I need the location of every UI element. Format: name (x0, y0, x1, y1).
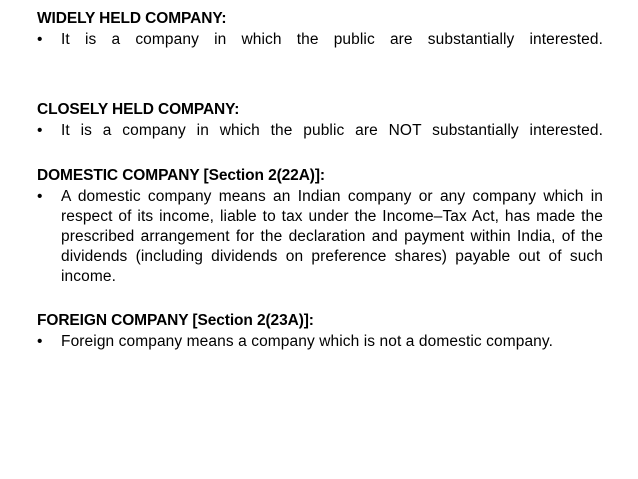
bullet-text: It is a company in which the public are NOT substantially interested. (61, 122, 603, 139)
section-closely-held (37, 99, 603, 141)
bullet-text: It is a company in which the public are substantially interested. (61, 31, 603, 48)
section-widely-held (37, 8, 603, 50)
slide-content (37, 0, 603, 479)
bullet-text: Foreign company means a company which is not a domestic company. (61, 333, 554, 350)
bullet-icon: • (37, 333, 43, 350)
bullet-item (37, 187, 603, 287)
bullet-item (37, 30, 603, 50)
bullet-text: A domestic company means an Indian company or any company which in respect of its income, liable to tax under the Income–Tax Act, has made the prescribed arrangement for the declaration and payment within India, of the dividends (including dividends on preference shares) payable out of such income. (61, 188, 603, 285)
section-heading: WIDELY HELD COMPANY: (37, 10, 227, 27)
bullet-item (37, 332, 603, 352)
bullet-icon: • (37, 122, 43, 139)
bullet-item (37, 121, 603, 141)
bullet-icon: • (37, 188, 43, 205)
bullet-icon: • (37, 31, 43, 48)
section-heading: FOREIGN COMPANY [Section 2(23A)]: (37, 312, 314, 329)
section-heading: CLOSELY HELD COMPANY: (37, 101, 240, 118)
section-foreign (37, 310, 603, 352)
section-domestic (37, 165, 603, 287)
section-heading: DOMESTIC COMPANY [Section 2(22A)]: (37, 167, 325, 184)
